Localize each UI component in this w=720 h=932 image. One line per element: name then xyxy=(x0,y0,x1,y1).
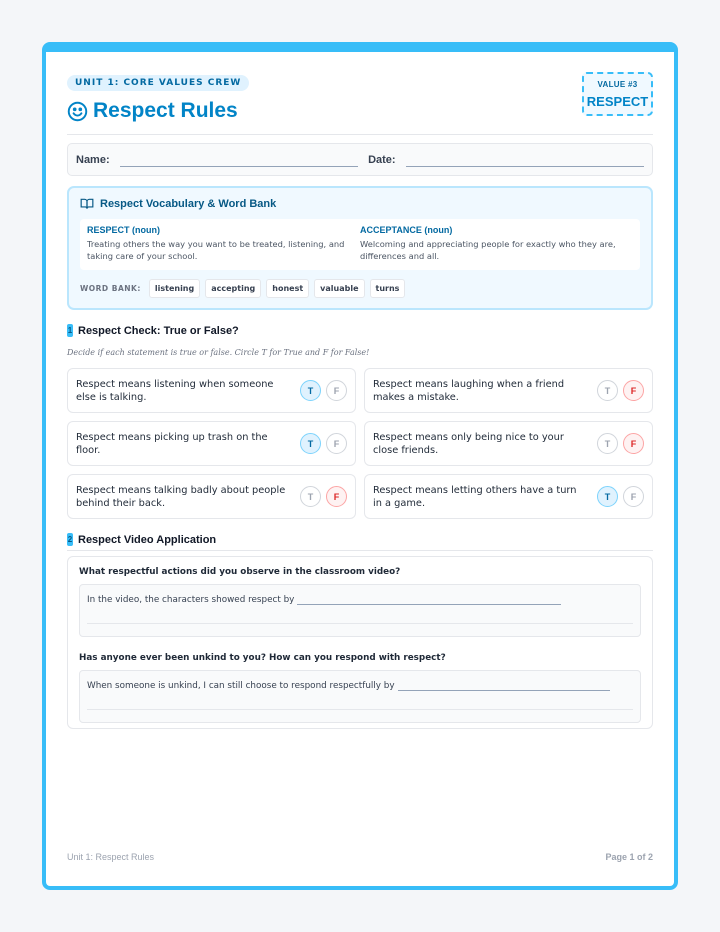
true-false-grid xyxy=(67,368,653,519)
false-option[interactable]: F xyxy=(623,380,644,401)
value-number: VALUE #3 xyxy=(597,80,638,89)
statement-text: Respect means only being nice to your close friends. xyxy=(373,431,564,456)
statement-text: Respect means letting others have a turn in a game. xyxy=(373,484,577,509)
false-option[interactable]: F xyxy=(623,433,644,454)
question-2: Has anyone ever been unkind to you? How can you respond with respect? xyxy=(79,653,446,663)
value-badge xyxy=(582,72,653,116)
false-option[interactable]: F xyxy=(326,486,347,507)
statement-card xyxy=(364,421,653,466)
name-field[interactable] xyxy=(120,153,358,167)
sentence-starter: When someone is unkind, I can still choose to respond respectfully by xyxy=(87,681,395,691)
worksheet-page xyxy=(42,42,678,890)
date-field[interactable] xyxy=(406,153,644,167)
statement-card xyxy=(67,421,356,466)
vocab-heading xyxy=(80,198,640,210)
answer-line[interactable] xyxy=(87,709,633,710)
false-option[interactable]: F xyxy=(326,380,347,401)
section-divider xyxy=(67,550,653,551)
answer-starter-row xyxy=(87,595,633,605)
answer-starter-row xyxy=(87,681,633,691)
answer-line[interactable] xyxy=(398,681,610,691)
statement-text: Respect means laughing when a friend makes a mistake. xyxy=(373,378,565,403)
true-option[interactable]: T xyxy=(597,486,618,507)
question-1: What respectful actions did you observe in the classroom video? xyxy=(79,567,401,577)
section-number: 1 xyxy=(67,326,73,335)
statement-card xyxy=(67,474,356,519)
statement-text: Respect means listening when someone else is talking. xyxy=(76,378,274,403)
word-bank-label: WORD BANK: xyxy=(80,284,141,293)
section-1-heading xyxy=(67,324,653,337)
video-questions xyxy=(67,556,653,729)
title-row xyxy=(67,99,653,123)
section-number: 2 xyxy=(67,535,73,544)
definition-term: ACCEPTANCE (noun) xyxy=(360,225,453,235)
unit-label: UNIT 1: CORE VALUES CREW xyxy=(67,75,249,91)
true-option[interactable]: T xyxy=(597,380,618,401)
statement-card xyxy=(364,368,653,413)
name-label: Name: xyxy=(76,153,110,166)
section-2-heading xyxy=(67,533,653,546)
definition-text: Welcoming and appreciating people for exactly who they are, differences and all. xyxy=(360,239,616,261)
true-option[interactable]: T xyxy=(300,486,321,507)
definition-text: Treating others the way you want to be treated, listening, and taking care of your school. xyxy=(87,239,345,261)
page-title: Respect Rules xyxy=(93,99,238,122)
false-option[interactable]: F xyxy=(326,433,347,454)
true-option[interactable]: T xyxy=(300,380,321,401)
true-option[interactable]: T xyxy=(597,433,618,454)
false-option[interactable]: F xyxy=(623,486,644,507)
book-icon xyxy=(80,198,94,210)
word-chip: listening xyxy=(149,279,200,298)
answer-line[interactable] xyxy=(297,595,561,605)
section-2 xyxy=(67,533,653,551)
statement-text: Respect means picking up trash on the floor. xyxy=(76,431,268,456)
vocab-box xyxy=(67,186,653,310)
header-divider xyxy=(67,134,653,135)
section-title: Respect Check: True or False? xyxy=(78,324,239,337)
footer-unit: Unit 1: Respect Rules xyxy=(67,852,155,862)
word-bank xyxy=(80,279,640,298)
definition-term: RESPECT (noun) xyxy=(87,225,160,235)
name-date-bar xyxy=(67,143,653,176)
smiley-icon xyxy=(67,101,88,122)
statement-text: Respect means talking badly about people behind their back. xyxy=(76,484,286,509)
answer-box-1[interactable] xyxy=(79,584,641,637)
word-chip: honest xyxy=(266,279,309,298)
value-word: RESPECT xyxy=(586,94,649,109)
instructions: Decide if each statement is true or false. Circle T for True and F for False! xyxy=(67,348,370,357)
true-option[interactable]: T xyxy=(300,433,321,454)
section-title: Respect Video Application xyxy=(78,533,217,546)
word-chip: turns xyxy=(370,279,406,298)
statement-card xyxy=(67,368,356,413)
date-label: Date: xyxy=(368,153,396,166)
worksheet-content xyxy=(67,72,653,729)
vocab-heading-text: Respect Vocabulary & Word Bank xyxy=(100,198,277,210)
statement-card xyxy=(364,474,653,519)
definition-respect xyxy=(87,225,360,264)
sentence-starter: In the video, the characters showed respect by xyxy=(87,595,295,605)
definition-acceptance xyxy=(360,225,633,264)
footer-page-number: Page 1 of 2 xyxy=(605,852,653,862)
word-chip: accepting xyxy=(205,279,261,298)
definitions xyxy=(80,219,640,270)
answer-line[interactable] xyxy=(87,623,633,624)
word-chip: valuable xyxy=(314,279,364,298)
answer-box-2[interactable] xyxy=(79,670,641,723)
